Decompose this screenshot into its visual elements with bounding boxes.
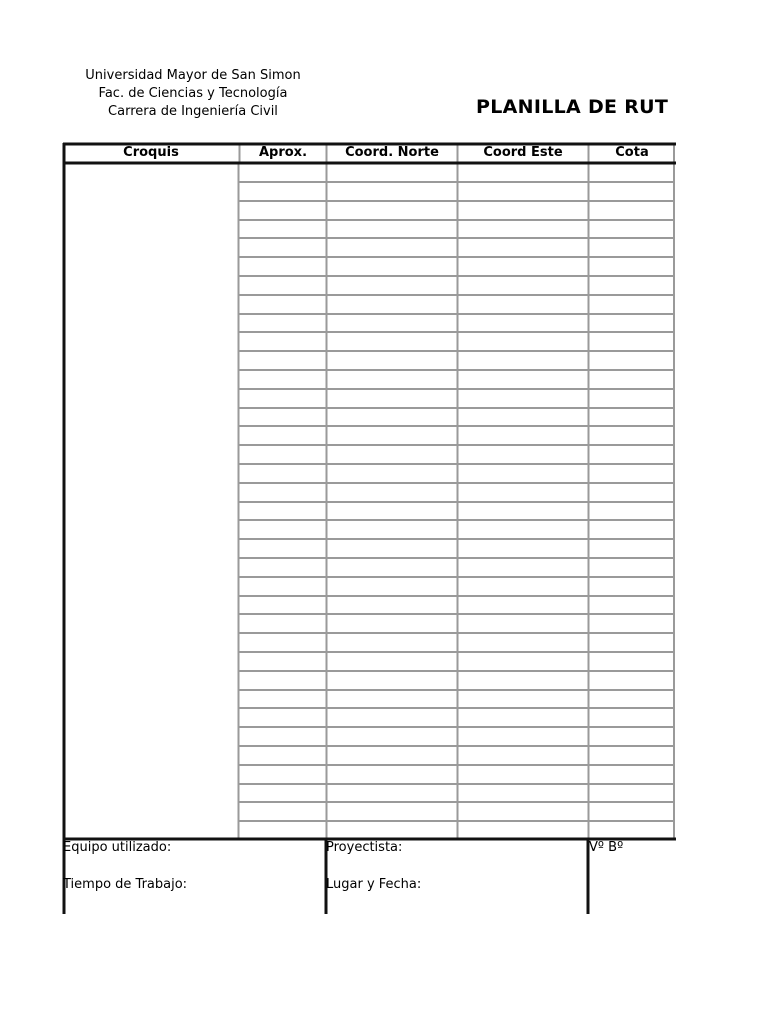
column-header-croquis: Croquis: [123, 145, 179, 160]
form-title: PLANILLA DE RUT: [476, 96, 669, 118]
column-header-coord-este: Coord Este: [483, 145, 563, 160]
designer-label: Proyectista:: [326, 840, 403, 855]
department-name: Carrera de Ingeniería Civil: [108, 104, 278, 119]
work-time-label: Tiempo de Trabajo:: [63, 877, 188, 892]
approval-label: Vº Bº: [589, 840, 624, 855]
university-name: Universidad Mayor de San Simon: [85, 68, 301, 83]
column-header-coord-norte: Coord. Norte: [345, 145, 439, 160]
faculty-name: Fac. de Ciencias y Tecnología: [98, 86, 288, 101]
equipment-label: Equipo utilizado:: [63, 840, 172, 855]
column-header-aprox: Aprox.: [258, 145, 308, 160]
place-date-label: Lugar y Fecha:: [326, 877, 422, 892]
column-header-cota: Cota: [615, 145, 649, 160]
